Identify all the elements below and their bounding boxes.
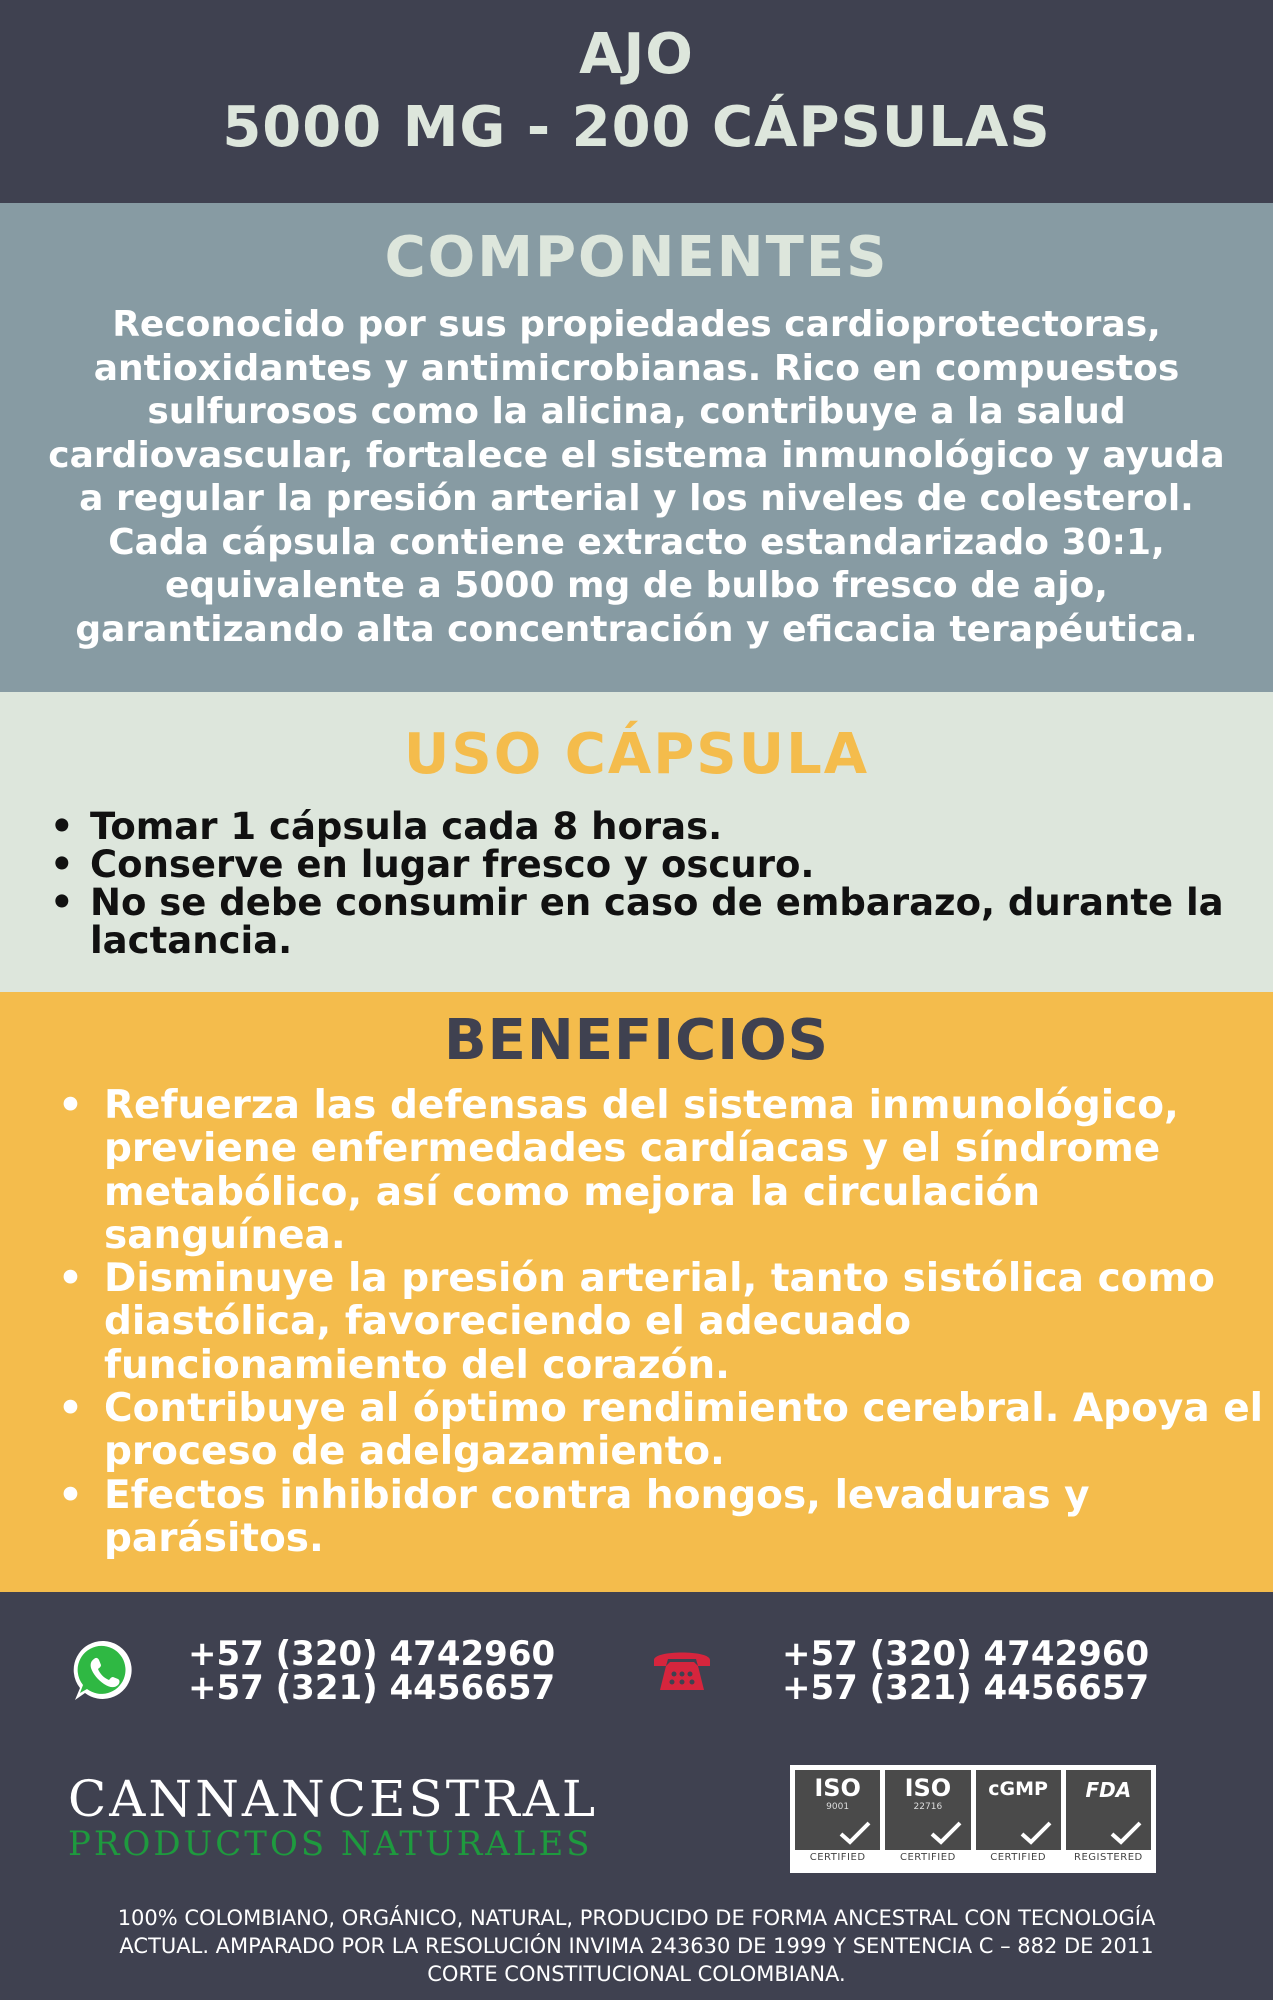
list-item: • Refuerza las defensas del sistema inmunológico, previene enfermedades cardíacas y el síndrome metabólico, así como mejora la circulación sanguínea. <box>56 1084 1246 1257</box>
componentes-line: Reconocido por sus propiedades cardioprotectoras, <box>112 304 1161 345</box>
beneficios-list <box>56 1083 1264 1561</box>
uso-title: USO CÁPSULA <box>403 722 870 787</box>
whatsapp-icon[interactable] <box>70 1637 138 1705</box>
checkmark-icon <box>838 1820 872 1846</box>
beneficio-line: Disminuye la presión arterial, tanto sistólica como <box>104 1256 1215 1302</box>
cert-title: ISO <box>814 1774 861 1802</box>
beneficio-line: metabólico, así como mejora la circulación <box>104 1169 1041 1215</box>
brand-name: CANNANCESTRAL <box>68 1770 599 1828</box>
list-item: • Contribuye al óptimo rendimiento cerebral. Apoya el proceso de adelgazamiento. <box>58 1386 1264 1475</box>
beneficio-line: diastólica, favoreciendo el adecuado <box>104 1299 911 1345</box>
beneficio-line: Efectos inhibidor contra hongos, levaduras y <box>104 1472 1090 1518</box>
contact-footer <box>0 1592 1273 2000</box>
checkmark-icon <box>1019 1820 1053 1846</box>
whatsapp-number[interactable]: +57 (320) 4742960 <box>188 1634 556 1674</box>
componentes-line: Cada cápsula contiene extracto estandarizado 30:1, <box>108 521 1165 563</box>
uso-item-text: lactancia. <box>90 919 293 962</box>
cert-number: 22716 <box>913 1802 943 1812</box>
uso-item-text: Conserve en lugar fresco y oscuro. <box>90 843 815 886</box>
cert-badge-fda <box>1066 1770 1151 1868</box>
uso-item-text: Tomar 1 cápsula cada 8 horas. <box>90 805 723 848</box>
cert-title: cGMP <box>988 1778 1048 1800</box>
componentes-section <box>0 203 1273 692</box>
checkmark-icon <box>1109 1820 1143 1846</box>
beneficios-title: BENEFICIOS <box>443 1008 830 1073</box>
cert-number: 9001 <box>826 1802 850 1812</box>
beneficio-line: funcionamiento del corazón. <box>104 1342 730 1388</box>
phone-number[interactable]: +57 (321) 4456657 <box>782 1668 1150 1708</box>
cert-label: REGISTERED <box>1074 1852 1143 1863</box>
beneficio-line: proceso de adelgazamiento. <box>104 1429 725 1475</box>
list-item: • No se debe consumir en caso de embarazo, durante la lactancia. <box>50 881 1224 962</box>
legal-line: 100% COLOMBIANO, ORGÁNICO, NATURAL, PRODUCIDO DE FORMA ANCESTRAL CON TECNOLOGÍA <box>117 1906 1156 1930</box>
uso-item-text: No se debe consumir en caso de embarazo, durante la <box>90 881 1224 924</box>
cert-label: CERTIFIED <box>990 1852 1047 1863</box>
componentes-line: antioxidantes y antimicrobianas. Rico en compuestos <box>93 347 1180 389</box>
beneficio-line: parásitos. <box>104 1515 324 1561</box>
brand-logo <box>68 1770 598 1864</box>
list-item: • Efectos inhibidor contra hongos, levaduras y parásitos. <box>56 1474 1246 1561</box>
certification-badges <box>790 1765 1156 1873</box>
componentes-line: a regular la presión arterial y los niveles de colesterol. <box>79 478 1194 519</box>
legal-notice <box>0 1904 1273 1988</box>
componentes-line: cardiovascular, fortalece el sistema inmunológico y ayuda <box>48 434 1225 476</box>
cert-title: ISO <box>904 1774 952 1802</box>
list-item: • Conserve en lugar fresco y oscuro. <box>50 843 815 886</box>
beneficio-line: sanguínea. <box>104 1212 346 1258</box>
cert-badge-cgmp <box>976 1770 1061 1868</box>
cert-badge-iso-22716 <box>885 1770 970 1868</box>
brand-tagline: PRODUCTOS NATURALES <box>68 1824 593 1864</box>
beneficio-line: Contribuye al óptimo rendimiento cerebral. Apoya el <box>104 1386 1264 1432</box>
componentes-line: sulfurosos como la alicina, contribuye a la salud <box>147 391 1126 432</box>
telephone-icon[interactable] <box>650 1642 714 1698</box>
componentes-text <box>40 303 1233 651</box>
beneficio-line: Refuerza las defensas del sistema inmunológico, <box>104 1083 1179 1128</box>
componentes-line: garantizando alta concentración y eficacia terapéutica. <box>75 608 1198 650</box>
beneficios-section <box>0 992 1273 1592</box>
list-item: • Tomar 1 cápsula cada 8 horas. <box>50 805 723 848</box>
beneficio-line: previene enfermedades cardíacas y el síndrome <box>104 1126 1161 1172</box>
product-dosage: 5000 MG - 200 CÁPSULAS <box>222 95 1051 160</box>
componentes-line: equivalente a 5000 mg de bulbo fresco de ajo, <box>165 565 1108 606</box>
whatsapp-number[interactable]: +57 (321) 4456657 <box>188 1668 556 1708</box>
cert-label: CERTIFIED <box>809 1852 866 1863</box>
list-item: • Disminuye la presión arterial, tanto sistólica como diastólica, favoreciendo el adecuado funcionamiento del corazón. <box>56 1257 1246 1387</box>
phone-number[interactable]: +57 (320) 4742960 <box>782 1634 1150 1674</box>
whatsapp-numbers <box>188 1634 556 1708</box>
uso-list <box>42 805 1242 962</box>
checkmark-icon <box>929 1820 963 1846</box>
cert-badge-iso-9001 <box>795 1770 880 1868</box>
uso-section <box>0 692 1273 992</box>
cert-title: FDA <box>1085 1778 1132 1802</box>
header <box>0 0 1273 203</box>
legal-line: ACTUAL. AMPARADO POR LA RESOLUCIÓN INVIMA 243630 DE 1999 Y SENTENCIA C – 882 DE 2011 <box>119 1934 1154 1958</box>
product-name: AJO <box>579 22 694 87</box>
legal-line: CORTE CONSTITUCIONAL COLOMBIANA. <box>427 1962 846 1986</box>
componentes-title: COMPONENTES <box>384 225 889 290</box>
cert-label: CERTIFIED <box>899 1852 956 1863</box>
phone-numbers <box>782 1634 1150 1708</box>
